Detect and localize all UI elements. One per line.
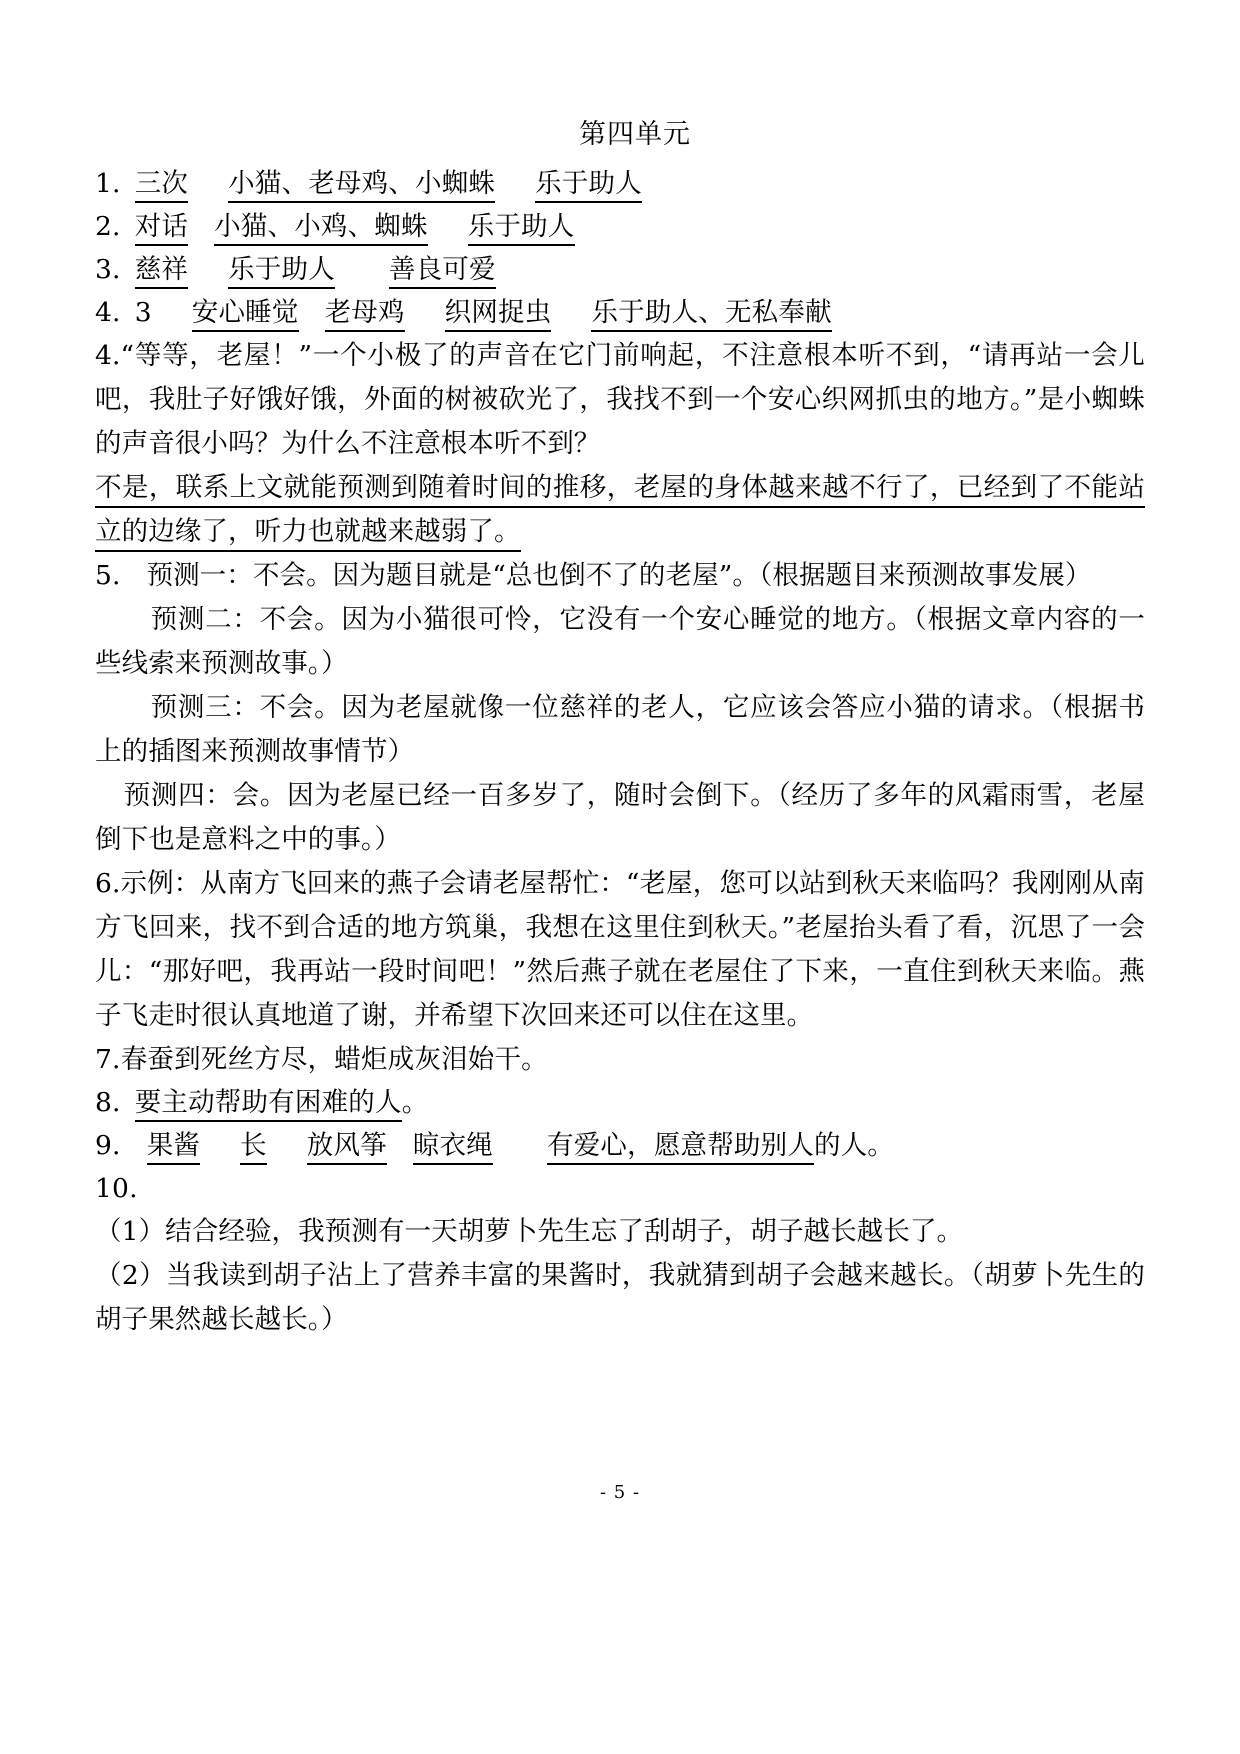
answer-line-3	[95, 248, 1145, 291]
q5-prediction-2: 预测二：不会。因为小猫很可怜，它没有一个安心睡觉的地方。（根据文章内容的一些线索来预测故事。）	[95, 604, 1145, 679]
q2-number: 2.	[95, 211, 121, 242]
q9-number: 9.	[95, 1130, 121, 1161]
q8-number: 8.	[95, 1087, 121, 1118]
answer-paragraph-4-quote	[95, 334, 1145, 466]
answer-paragraph-5-item-1	[95, 554, 1145, 598]
answer-line-1	[95, 162, 1145, 205]
q2-blank-3: 乐于助人	[468, 211, 575, 246]
q9-blank-2: 长	[240, 1130, 267, 1165]
q4-quote-text: “等等，老屋！”一个小极了的声音在它门前响起，不注意根本听不到，“请再站一会儿吧，我肚子好饿好饿，外面的树被砍光了，我找不到一个安心织网抓虫的地方。”是小蜘蛛的声音很小吗？为什么不注意根本听不到？	[95, 340, 1145, 459]
q1-blank-3: 乐于助人	[535, 168, 642, 203]
q8-blank-1: 要主动帮助有困难的人	[135, 1087, 402, 1122]
answer-paragraph-6	[95, 862, 1145, 1038]
page-title: 第四单元	[579, 119, 691, 150]
q6-number: 6.	[95, 868, 121, 899]
q4-answer-text: 不是，联系上文就能预测到随着时间的推移，老屋的身体越来越不行了，已经到了不能站立的边缘了，听力也就越来越弱了。	[95, 472, 1145, 552]
answer-paragraph-5-item-3	[95, 686, 1145, 774]
q4-blank-1: 安心睡觉	[192, 297, 299, 332]
q6-text: 示例：从南方飞回来的燕子会请老屋帮忙：“老屋，您可以站到秋天来临吗？我刚刚从南方飞回来，找不到合适的地方筑巢，我想在这里住到秋天。”老屋抬头看了看，沉思了一会儿：“那好吧，我再站一段时间吧！”然后燕子就在老屋住了下来，一直住到秋天来临。燕子飞走时很认真地道了谢，并希望下次回来还可以住在这里。	[95, 868, 1145, 1031]
q3-blank-3: 善良可爱	[389, 254, 496, 289]
answer-paragraph-10-item-2	[95, 1254, 1145, 1342]
answer-line-4-blanks	[95, 291, 1145, 334]
answer-line-9	[95, 1124, 1145, 1167]
q5-prediction-3: 预测三：不会。因为老屋就像一位慈祥的老人，它应该会答应小猫的请求。（根据书上的插图来预测故事情节）	[95, 692, 1145, 767]
q2-blank-1: 对话	[135, 211, 188, 246]
answer-paragraph-5-item-2	[95, 598, 1145, 686]
q9-tail: 的人。	[814, 1130, 895, 1161]
q5-prediction-1: 预测一：不会。因为题目就是“总也倒不了的老屋”。（根据题目来预测故事发展）	[146, 560, 1092, 591]
q9-blank-1: 果酱	[147, 1130, 200, 1165]
answer-paragraph-4-response	[95, 466, 1145, 554]
q3-blank-1: 慈祥	[135, 254, 188, 289]
q7-number: 7.	[95, 1044, 121, 1075]
q4-plain-value: 3	[134, 297, 152, 328]
q4-text-number: 4.	[95, 340, 121, 371]
q10-item-1: （1）结合经验，我预测有一天胡萝卜先生忘了刮胡子，胡子越长越长了。	[95, 1216, 964, 1247]
q1-blank-2: 小猫、老母鸡、小蜘蛛	[228, 168, 495, 203]
q4-blank-2: 老母鸡	[325, 297, 405, 332]
q3-number: 3.	[95, 254, 121, 285]
answer-paragraph-5-item-4	[95, 774, 1145, 862]
q2-blank-2: 小猫、小鸡、蜘蛛	[214, 211, 428, 246]
q10-number: 10.	[95, 1173, 138, 1204]
page-number: - 5 -	[599, 1482, 641, 1503]
q4-blank-3: 织网捉虫	[445, 297, 552, 332]
answer-line-7	[95, 1038, 1145, 1081]
answer-paragraph-10-item-1	[95, 1210, 1145, 1254]
answer-line-10-number	[95, 1167, 1145, 1210]
q7-text: 春蚕到死丝方尽，蜡炬成灰泪始干。	[120, 1044, 548, 1075]
q5-prediction-4: 预测四：会。因为老屋已经一百多岁了，随时会倒下。（经历了多年的风霜雨雪，老屋倒下也是意料之中的事。）	[95, 780, 1145, 855]
answer-line-8	[95, 1081, 1145, 1124]
q1-number: 1.	[95, 168, 121, 199]
q9-blank-3: 放风筝	[307, 1130, 387, 1165]
answer-line-2	[95, 205, 1145, 248]
q3-blank-2: 乐于助人	[228, 254, 335, 289]
q9-blank-5: 有爱心，愿意帮助别人	[547, 1130, 814, 1165]
q4-number: 4.	[95, 297, 121, 328]
q4-blank-4: 乐于助人、无私奉献	[591, 297, 831, 332]
q10-item-2: （2）当我读到胡子沾上了营养丰富的果酱时，我就猜到胡子会越来越长。（胡萝卜先生的胡子果然越长越长。）	[95, 1260, 1145, 1335]
q9-blank-4: 晾衣绳	[413, 1130, 493, 1165]
q1-blank-1: 三次	[135, 168, 188, 203]
q8-tail: 。	[401, 1087, 429, 1118]
q5-number: 5.	[95, 560, 121, 591]
